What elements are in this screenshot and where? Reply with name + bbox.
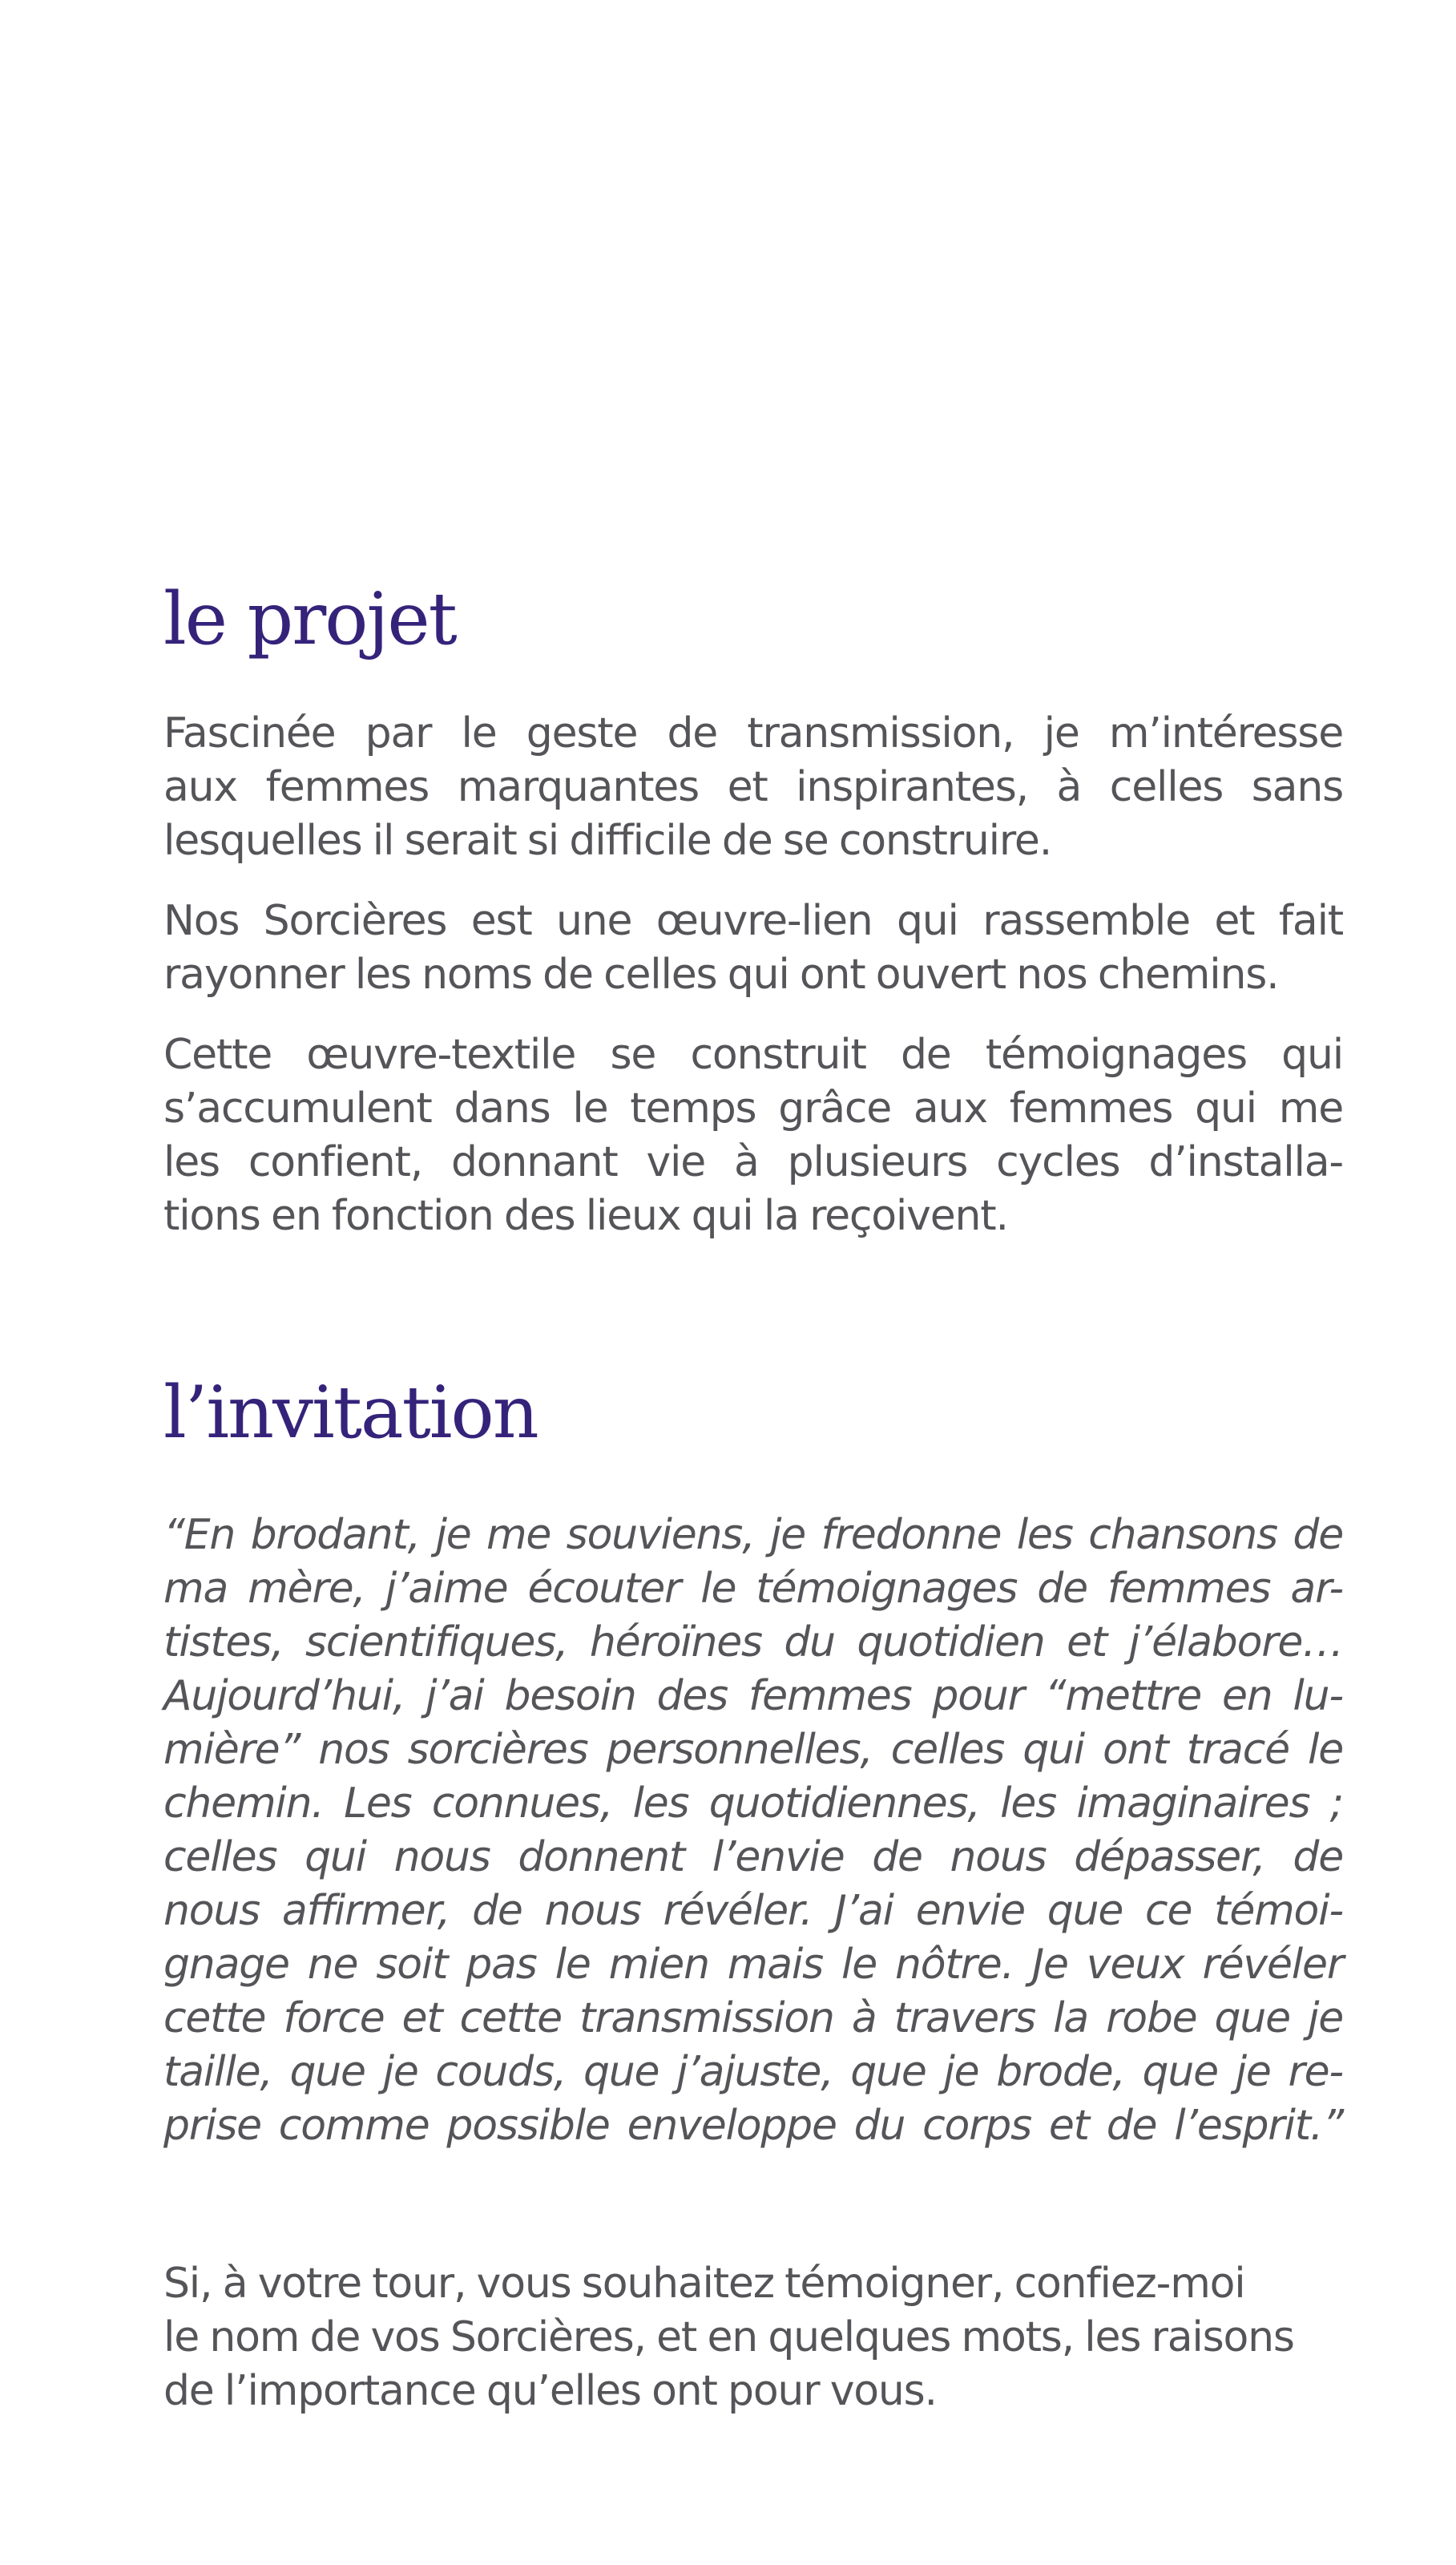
invitation-closing-paragraph: [163, 2257, 1343, 2418]
text-line: Fascinée par le geste de transmission, je m’intéresse: [163, 709, 1343, 757]
text-line: lesquelles il serait si difficile de se construire.: [163, 817, 1052, 865]
projet-paragraph-3: [163, 1028, 1343, 1243]
text-line: rayonner les noms de celles qui ont ouvert nos chemins.: [163, 951, 1279, 999]
text-line: tions en fonction des lieux qui la reçoivent.: [163, 1192, 1008, 1240]
text-line: ma mère, j’aime écouter le témoignages de femmes ar-: [163, 1565, 1343, 1613]
projet-paragraph-1: [163, 707, 1343, 868]
text-line: les confient, donnant vie à plusieurs cycles d’installa-: [163, 1138, 1343, 1186]
text-line: gnage ne soit pas le mien mais le nôtre. Je veux révéler: [163, 1941, 1343, 1989]
text-line: s’accumulent dans le temps grâce aux femmes qui me: [163, 1085, 1343, 1133]
text-line: celles qui nous donnent l’envie de nous dépasser, de: [163, 1833, 1343, 1881]
invitation-quote: [163, 1509, 1343, 2153]
text-line: Aujourd’hui, j’ai besoin des femmes pour “mettre en lu-: [163, 1672, 1343, 1720]
projet-paragraph-2: [163, 895, 1343, 1002]
text-line: Nos Sorcières est une œuvre-lien qui rassemble et fait: [163, 897, 1343, 945]
text-line: prise comme possible enveloppe du corps et de l’esprit.”: [163, 2102, 1343, 2150]
section-heading-projet: le projet: [163, 577, 456, 661]
section-heading-invitation: l’invitation: [163, 1371, 538, 1455]
text-line: mière” nos sorcières personnelles, celles qui ont tracé le: [163, 1726, 1343, 1774]
text-line: aux femmes marquantes et inspirantes, à celles sans: [163, 763, 1343, 811]
text-line: Si, à votre tour, vous souhaitez témoigner, confiez-moi: [163, 2260, 1245, 2308]
text-line: nous affirmer, de nous révéler. J’ai envie que ce témoi-: [163, 1887, 1343, 1935]
text-line: chemin. Les connues, les quotidiennes, les imaginaires ;: [163, 1779, 1343, 1828]
text-line: Cette œuvre-textile se construit de témoignages qui: [163, 1031, 1343, 1079]
text-line: le nom de vos Sorcières, et en quelques mots, les raisons: [163, 2313, 1294, 2361]
text-line: tistes, scientifiques, héroïnes du quotidien et j’élabore…: [163, 1618, 1343, 1666]
text-line: taille, que je couds, que j’ajuste, que je brode, que je re-: [163, 2048, 1343, 2096]
text-line: “En brodant, je me souviens, je fredonne les chansons de: [163, 1511, 1343, 1559]
text-line: de l’importance qu’elles ont pour vous.: [163, 2367, 937, 2415]
text-line: cette force et cette transmission à travers la robe que je: [163, 1994, 1343, 2042]
